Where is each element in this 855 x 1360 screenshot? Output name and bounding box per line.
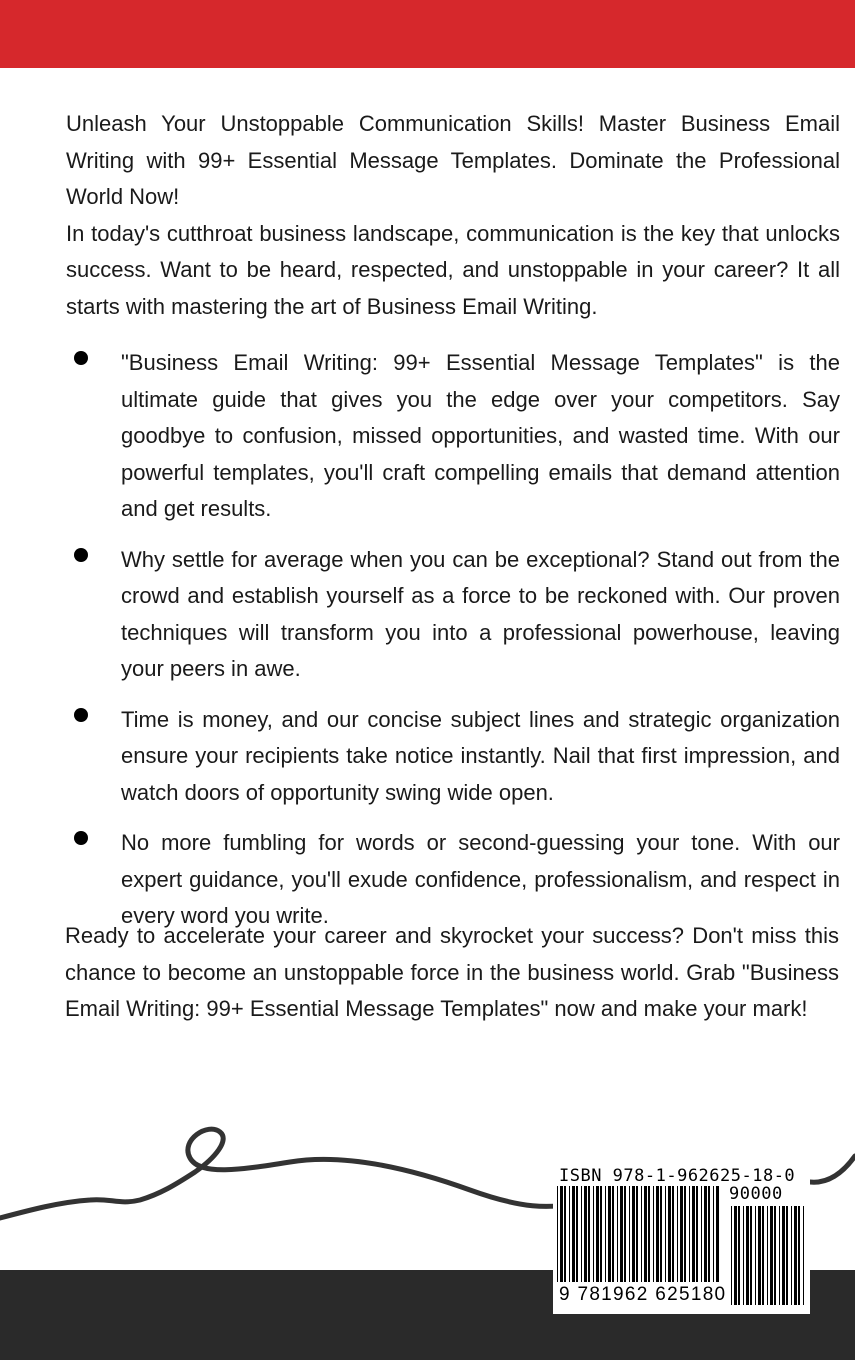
bullet-dot-icon — [74, 708, 88, 722]
barcode-bar — [731, 1206, 732, 1305]
barcode-bar — [750, 1206, 752, 1305]
barcode-bar — [653, 1186, 654, 1282]
barcode-bar — [617, 1186, 618, 1282]
barcode-bar — [632, 1186, 635, 1282]
intro-headline: Unleash Your Unstoppable Communication Skills! Master Business Email Writing with 99+ Essential Message Templates. Dominate the Professional World Now! — [66, 111, 840, 209]
barcode-bar — [581, 1186, 582, 1282]
barcode-bar — [786, 1206, 788, 1305]
barcode-bar — [584, 1186, 587, 1282]
intro-lead: In today's cutthroat business landscape, communication is the key that unlocks success. Want to be heard, respected, and unstoppable in your career? It all starts with mastering the art of Business Email Writing. — [66, 220, 840, 319]
barcode-bar — [629, 1186, 630, 1282]
barcode-bar — [684, 1186, 686, 1282]
barcode-bar — [560, 1186, 563, 1282]
barcode-bar — [636, 1186, 638, 1282]
bullet-dot-icon — [74, 548, 88, 562]
barcode-bar — [569, 1186, 570, 1282]
bullet-item — [66, 702, 840, 812]
bullet-dot-icon — [74, 351, 88, 365]
barcode-bar — [743, 1206, 744, 1305]
barcode-bar — [624, 1186, 626, 1282]
barcode-bar — [600, 1186, 602, 1282]
isbn-barcode — [553, 1160, 810, 1314]
barcode-bar — [791, 1206, 792, 1305]
barcode-bar — [668, 1186, 671, 1282]
barcode-bar — [677, 1186, 678, 1282]
bullet-text: No more fumbling for words or second-guessing your tone. With our expert guidance, you'll exude confidence, professionalism, and respect in every word you write. — [121, 830, 840, 928]
barcode-bar — [746, 1206, 749, 1305]
barcode-bar — [593, 1186, 594, 1282]
barcode-bar — [755, 1206, 756, 1305]
bullet-item — [66, 542, 840, 688]
barcode-bar — [572, 1186, 575, 1282]
addon-code: 90000 — [729, 1184, 783, 1204]
bullet-dot-icon — [74, 831, 88, 845]
barcode-bar — [696, 1186, 698, 1282]
barcode-bar — [665, 1186, 666, 1282]
barcode-bar — [758, 1206, 761, 1305]
barcode-bar — [612, 1186, 614, 1282]
barcode-bar — [689, 1186, 690, 1282]
barcode-bar — [588, 1186, 590, 1282]
barcode-bar — [794, 1206, 797, 1305]
barcode-bar — [701, 1186, 702, 1282]
barcode-bar — [641, 1186, 642, 1282]
closing-paragraph: Ready to accelerate your career and skyrocket your success? Don't miss this chance to become an unstoppable force in the business world. Grab "Business Email Writing: 99+ Essential Message Templates" now and make your mark! — [65, 923, 839, 1021]
bullet-text: "Business Email Writing: 99+ Essential Message Templates" is the ultimate guide that gives you the edge over your competitors. Say goodbye to confusion, missed opportunities, and wasted time. With our powerful templates, you'll craft compelling emails that demand attention and get results. — [121, 350, 840, 521]
barcode-bar — [713, 1186, 714, 1282]
barcode-bar — [648, 1186, 650, 1282]
barcode-bar — [767, 1206, 768, 1305]
barcode-bar — [692, 1186, 695, 1282]
ean-digits: 9 781962 625180 — [559, 1284, 727, 1305]
barcode-bar — [734, 1206, 737, 1305]
barcode-bar — [564, 1186, 566, 1282]
barcode-bar — [644, 1186, 647, 1282]
barcode-bar — [620, 1186, 623, 1282]
barcode-bar — [605, 1186, 606, 1282]
bullet-item — [66, 345, 840, 528]
barcode-bar — [716, 1186, 719, 1282]
barcode-bar — [779, 1206, 780, 1305]
barcode-bar — [672, 1186, 674, 1282]
barcode-bar — [704, 1186, 707, 1282]
back-cover-copy — [66, 106, 840, 949]
top-red-band — [0, 0, 855, 68]
barcode-bar — [576, 1186, 578, 1282]
barcode-bar — [798, 1206, 800, 1305]
barcode-bar — [708, 1186, 710, 1282]
barcode-bar — [660, 1186, 662, 1282]
barcode-bar — [738, 1206, 740, 1305]
barcode-bar — [680, 1186, 683, 1282]
barcode-bar — [803, 1206, 804, 1305]
barcode-bar — [596, 1186, 599, 1282]
barcode-bar — [770, 1206, 773, 1305]
barcode-bar — [656, 1186, 659, 1282]
bullet-list — [66, 345, 840, 935]
barcode-bar — [557, 1186, 558, 1282]
barcode-bar — [774, 1206, 776, 1305]
barcode-bar — [762, 1206, 764, 1305]
bullet-text: Time is money, and our concise subject lines and strategic organization ensure your recipients take notice instantly. Nail that first impression, and watch doors of opportunity swing wide open. — [121, 706, 840, 805]
bullet-text: Why settle for average when you can be exceptional? Stand out from the crowd and establish yourself as a force to be reckoned with. Our proven techniques will transform you into a professional powerhouse, leaving your peers in awe. — [121, 546, 840, 681]
isbn-label: ISBN 978-1-962625-18-0 — [559, 1166, 796, 1186]
barcode-bar — [782, 1206, 785, 1305]
barcode-bar — [608, 1186, 611, 1282]
